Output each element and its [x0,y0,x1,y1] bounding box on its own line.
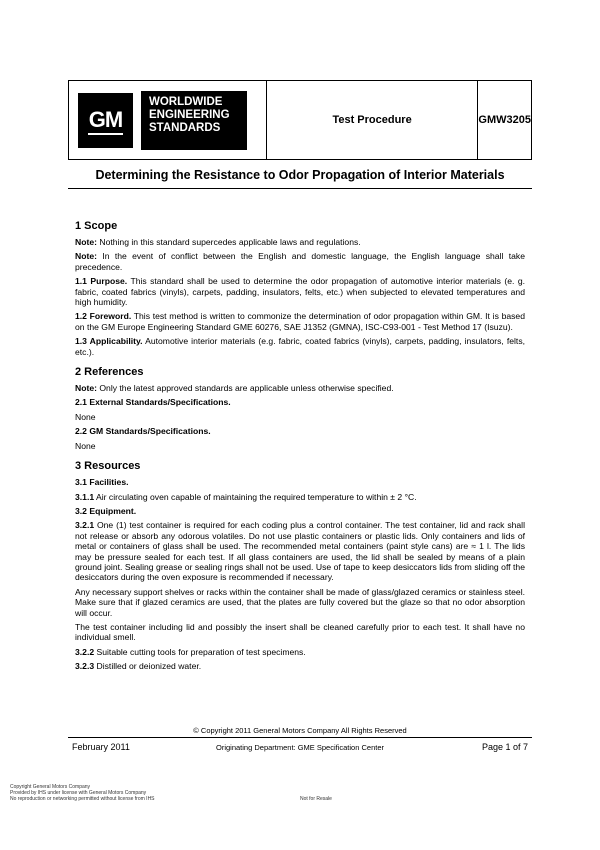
s2-gm-heading: 2.2 GM Standards/Specifications. [75,426,211,437]
s1-note-2: Note: In the event of conflict between the English and domestic language, the English language shall take precedence. [75,251,525,272]
section-1-heading: 1 Scope [75,220,118,232]
s3-cutting-tools: 3.2.2 Suitable cutting tools for preparation of test specimens. [75,646,306,657]
section-3-heading: 3 Resources [75,460,141,473]
s3-container: 3.2.1 One (1) test container is required for each coding plus a control container. The test container, lid and rack shall not release or absorb any odorous volatiles. Do not use plastic containers or plastic lids. Only containers and lids of metal or containers of glass shall be used. The recommended metal containers (paint style cans) are ≈ 1 l. The lids may be pressure sealed for each test. If all glass containers are used, the lid shall be sealed by means of a plain ground joint. Sealing grease or sealing rings shall not be used. Use of tape to keep desiccators lids from sliding off the desiccators during the oven exposure is recommended if necessary. [75,520,525,583]
footer-divider [68,737,532,738]
section-2-heading: 2 References [75,366,144,379]
license-line-2: Provided by IHS under license with General Motors Company [10,790,147,796]
license-line-1: Copyright General Motors Company [10,784,91,790]
org-line-1: WORLDWIDE [149,95,223,108]
s2-note: Note: Only the latest approved standards are applicable unless otherwise specified. [75,383,394,394]
s2-external-value: None [75,411,96,422]
document-title: Determining the Resistance to Odor Propagation of Interior Materials [95,168,505,182]
title-divider [68,188,532,189]
s2-gm-value: None [75,440,96,451]
s1-foreword: 1.2 Foreword. This test method is written to commonize the determination of odor propagation within GM. It is based on the GM Europe Engineering Standard GME 60276, SAE J1352 (GMNA), ISC-C93-001 - Test Method 17 (Isuzu). [75,311,525,332]
logo-cell [69,81,266,159]
license-notice [10,784,155,802]
footer-date: February 2011 [72,742,130,752]
s3-cleaning: The test container including lid and possibly the insert shall be cleaned carefully prior to each test. It shall have no individual smell. [75,621,525,643]
s3-facilities-heading: 3.1 Facilities. [75,477,129,488]
header-box [68,80,532,160]
s3-equipment-heading: 3.2 Equipment. [75,505,137,516]
s1-applicability: 1.3 Applicability. Automotive interior materials (e.g. fabric, coated fabrics (vinyls), carpets, padding, insulators, felts, etc.). [75,336,526,357]
s1-note-1: Note: Nothing in this standard supercedes applicable laws and regulations. [75,237,361,247]
org-name-block [141,91,247,150]
gm-logo: GM [78,93,133,148]
footer-department: Originating Department: GME Specification Center [216,743,384,752]
org-line-3: STANDARDS [149,121,221,134]
document-body [75,220,525,676]
s1-purpose: 1.1 Purpose. This standard shall be used to determine the odor propagation of automotive interior materials (e. g. fabric, coated fabrics (vinyls), carpets, padding, insulators, felts, etc.) when subjected to elevated temperatures and high humidity. [75,276,525,308]
s2-external-heading: 2.1 External Standards/Specifications. [75,397,231,408]
doc-number: GMW3205 [477,81,531,159]
s3-water: 3.2.3 Distilled or deionized water. [75,661,202,672]
resale-notice: Not for Resale [300,796,332,802]
s3-oven: 3.1.1 Air circulating oven capable of maintaining the required temperature to within ± 2 °C. [75,491,417,502]
footer-page-number: Page 1 of 7 [481,742,528,752]
doc-type: Test Procedure [266,81,478,159]
license-line-3: No reproduction or networking permitted without license from IHS [10,796,155,802]
s3-shelves: Any necessary support shelves or racks within the container shall be made of glass/glazed ceramics or stainless steel. Make sure that if glazed ceramics are used, that the plates are fully covered but the glaze so that no odor absorption will occur. [75,586,525,618]
copyright-notice: © Copyright 2011 General Motors Company All Rights Reserved [193,726,407,735]
org-line-2: ENGINEERING [149,108,230,121]
